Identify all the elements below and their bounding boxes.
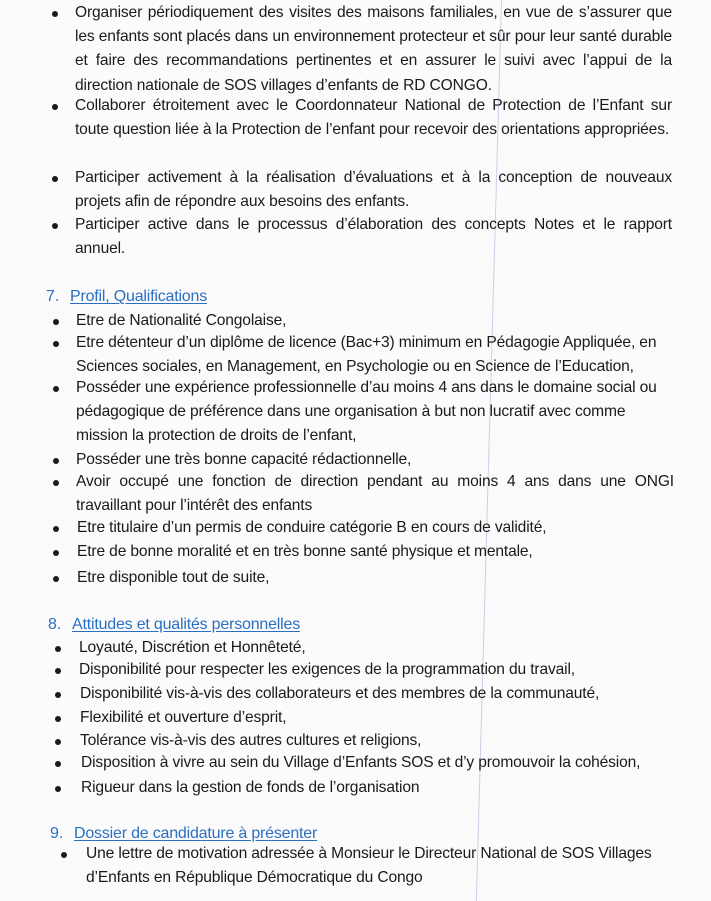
- bullet-icon: [53, 480, 59, 486]
- bullet-icon: [53, 526, 59, 532]
- bullet-icon: [53, 458, 59, 464]
- bullet-icon: [55, 716, 61, 722]
- bullet-icon: [55, 761, 61, 767]
- bullet-icon: [52, 223, 58, 229]
- list-item-text: Avoir occupé une fonction de direction pendant au moins 4 ans dans une ONGI travaillant pour l’intérêt des enfants: [76, 473, 674, 515]
- list-item: [76, 376, 676, 449]
- section-number: 8.: [48, 616, 62, 633]
- list-item: [81, 751, 681, 775]
- list-item-text: Etre de bonne moralité et en très bonne santé physique et mentale,: [77, 543, 533, 560]
- bullet-icon: [52, 104, 58, 110]
- section-number: 9.: [50, 825, 64, 842]
- list-item-text: Collaborer étroitement avec le Coordonnateur National de Protection de l’Enfant sur toute question liée à la Protection de l’enfant pour recevoir des orientations appropriées.: [75, 97, 672, 139]
- list-item-text: Etre de Nationalité Congolaise,: [76, 312, 287, 329]
- list-item: [77, 516, 677, 540]
- section-title: Dossier de candidature à présenter: [74, 825, 318, 842]
- bullet-icon: [52, 11, 58, 17]
- list-item-text: Organiser périodiquement des visites des maisons familiales, en vue de s’assurer que les enfants sont placés dans un environnement protecteur et sûr pour leur santé durable et faire des recommandations pertinentes et en assurer le suivi avec l’appui de la direction nationale de SOS villages d’enfants de RD CONGO.: [75, 4, 672, 94]
- bullet-icon: [53, 576, 59, 582]
- bullet-icon: [53, 386, 59, 392]
- list-item: [80, 682, 680, 706]
- list-item-text: Posséder une expérience professionnelle d’au moins 4 ans dans le domaine social ou pédagogique de préférence dans une organisation à but non lucratif avec comme mission la protection de droits de l’enfant,: [76, 379, 657, 445]
- list-item-text: Disposition à vivre au sein du Village d’Enfants SOS et d’y promouvoir la cohésion,: [81, 754, 641, 771]
- list-item-text: Une lettre de motivation adressée à Monsieur le Directeur National de SOS Villages d’Enfants en République Démocratique du Congo: [86, 845, 652, 887]
- section-number: 7.: [46, 288, 60, 305]
- list-item-text: Disponibilité pour respecter les exigences de la programmation du travail,: [79, 661, 575, 678]
- list-item-text: Disponibilité vis-à-vis des collaborateurs et des membres de la communauté,: [80, 685, 600, 702]
- bullet-icon: [55, 668, 61, 674]
- bullet-icon: [55, 739, 61, 745]
- bullet-icon: [55, 786, 61, 792]
- list-item: [79, 636, 679, 660]
- list-item-text: Flexibilité et ouverture d’esprit,: [80, 709, 287, 726]
- list-item: [75, 213, 672, 261]
- list-item: [80, 706, 680, 730]
- list-item-text: Etre détenteur d’un diplôme de licence (Bac+3) minimum en Pédagogie Appliquée, en Sciences sociales, en Management, en Psychologie ou en Science de l’Education,: [76, 334, 657, 376]
- list-item-text: Etre disponible tout de suite,: [77, 569, 270, 586]
- list-item: [77, 540, 677, 564]
- list-item: [76, 309, 676, 333]
- bullet-icon: [55, 646, 61, 652]
- bullet-icon: [53, 341, 59, 347]
- list-item: [75, 1, 672, 98]
- section-heading: [46, 286, 207, 308]
- bullet-icon: [52, 176, 58, 182]
- section-title: Profil, Qualifications: [70, 288, 207, 305]
- list-item: [86, 842, 686, 890]
- list-item-text: Tolérance vis-à-vis des autres cultures et religions,: [80, 732, 422, 749]
- list-item: [81, 776, 681, 800]
- section-title: Attitudes et qualités personnelles: [72, 616, 301, 633]
- list-item: [79, 658, 679, 682]
- bullet-icon: [53, 550, 59, 556]
- list-item: [77, 566, 677, 590]
- list-item: [80, 729, 680, 753]
- list-item-text: Posséder une très bonne capacité rédactionnelle,: [76, 451, 412, 468]
- list-item: [76, 470, 674, 518]
- list-item-text: Loyauté, Discrétion et Honnêteté,: [79, 639, 306, 656]
- list-item: [76, 448, 676, 472]
- list-item: [75, 94, 672, 142]
- list-item-text: Participer active dans le processus d’élaboration des concepts Notes et le rapport annuel.: [75, 216, 672, 258]
- list-item-text: Participer activement à la réalisation d’évaluations et à la conception de nouveaux projets afin de répondre aux besoins des enfants.: [75, 169, 672, 211]
- list-item: [75, 166, 672, 214]
- bullet-icon: [55, 692, 61, 698]
- list-item: [76, 331, 676, 379]
- list-item-text: Etre titulaire d’un permis de conduire catégorie B en cours de validité,: [77, 519, 547, 536]
- list-item-text: Rigueur dans la gestion de fonds de l’organisation: [81, 779, 420, 796]
- bullet-icon: [61, 852, 67, 858]
- section-heading: [48, 614, 300, 636]
- bullet-icon: [53, 319, 59, 325]
